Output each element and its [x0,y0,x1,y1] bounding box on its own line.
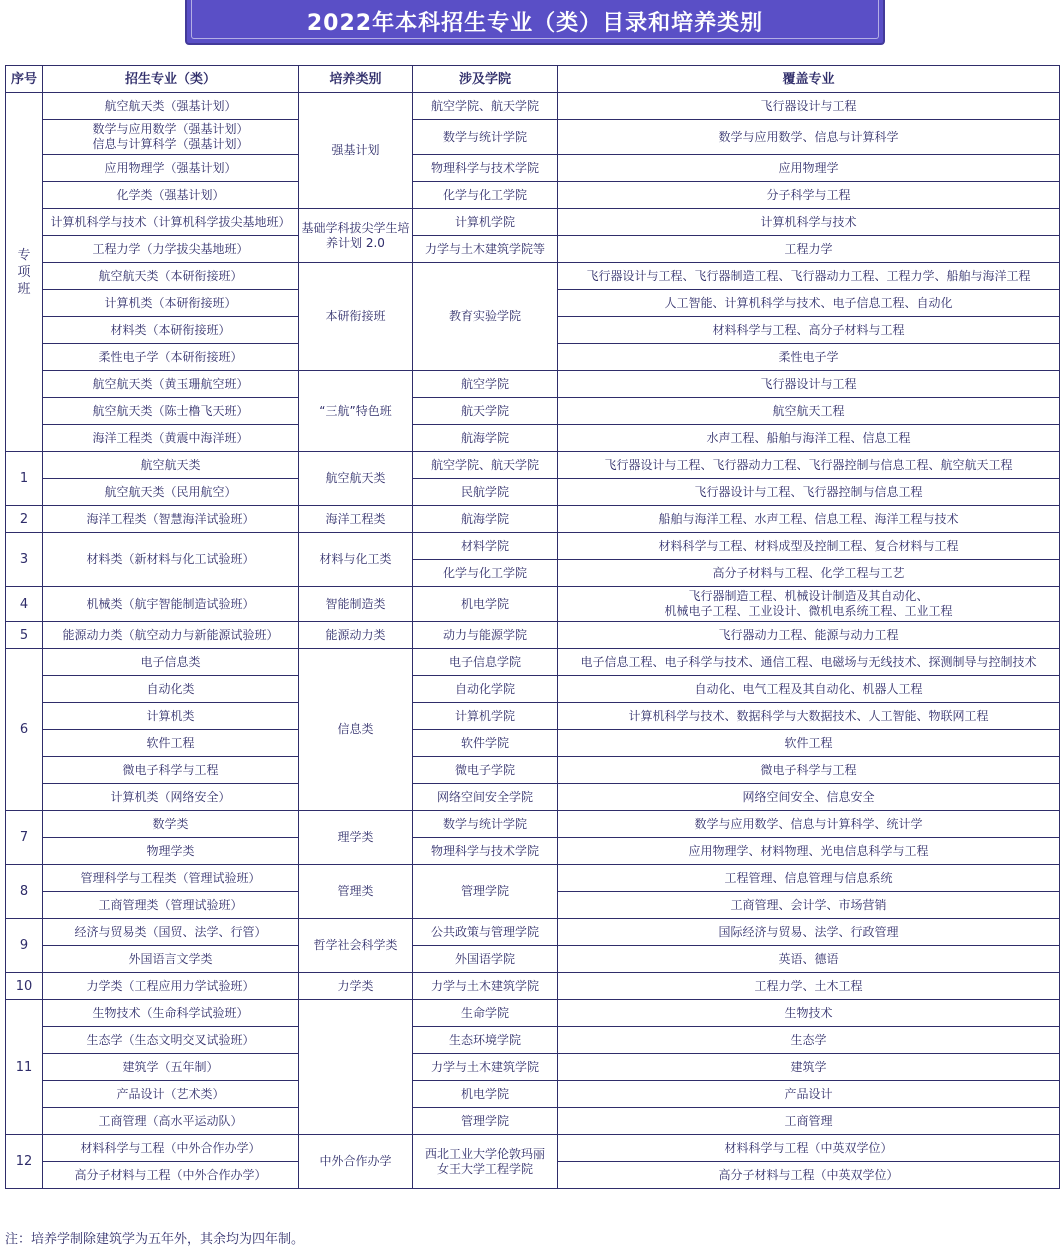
college-cell: 航天学院 [413,398,558,425]
table-row [6,865,1060,892]
group-index: 专项班 [6,93,43,452]
college-cell: 教育实验学院 [413,263,558,371]
table-row [6,452,1060,479]
college-cell: 化学与化工学院 [413,560,558,587]
college-cell: 动力与能源学院 [413,622,558,649]
coverage-cell: 分子科学与工程 [558,182,1060,209]
major-cell: 航空航天类（本研衔接班） [43,263,299,290]
table-row [6,398,1060,425]
college-cell: 生态环境学院 [413,1027,558,1054]
college-cell: 网络空间安全学院 [413,784,558,811]
type-cell: “三航”特色班 [299,371,413,452]
table-row [6,1081,1060,1108]
college-cell: 航空学院 [413,371,558,398]
coverage-cell: 飞行器设计与工程、飞行器制造工程、飞行器动力工程、工程力学、船舶与海洋工程 [558,263,1060,290]
major-cell: 生物技术（生命科学试验班） [43,1000,299,1027]
table-row [6,1054,1060,1081]
major-cell: 数学类 [43,811,299,838]
major-cell: 产品设计（艺术类） [43,1081,299,1108]
college-cell: 外国语学院 [413,946,558,973]
table-row [6,533,1060,560]
coverage-cell: 应用物理学、材料物理、光电信息科学与工程 [558,838,1060,865]
table-row [6,506,1060,533]
college-cell: 电子信息学院 [413,649,558,676]
college-cell: 物理科学与技术学院 [413,155,558,182]
type-cell: 理学类 [299,811,413,865]
footnote: 注：培养学制除建筑学为五年外，其余均为四年制。 [5,1232,305,1247]
table-row [6,236,1060,263]
group-index: 6 [6,649,43,811]
major-cell: 生态学（生态文明交叉试验班） [43,1027,299,1054]
coverage-cell: 应用物理学 [558,155,1060,182]
major-cell: 微电子科学与工程 [43,757,299,784]
table-row [6,1135,1060,1162]
table-row [6,93,1060,120]
major-cell: 电子信息类 [43,649,299,676]
college-cell: 管理学院 [413,865,558,919]
major-cell: 机械类（航宇智能制造试验班） [43,587,299,622]
college-cell: 数学与统计学院 [413,120,558,155]
coverage-cell: 材料科学与工程、材料成型及控制工程、复合材料与工程 [558,533,1060,560]
college-cell: 材料学院 [413,533,558,560]
college-cell: 力学与土木建筑学院等 [413,236,558,263]
table-row [6,1000,1060,1027]
table-row [6,973,1060,1000]
type-cell: 本研衔接班 [299,263,413,371]
type-cell: 力学类 [299,973,413,1000]
major-cell: 航空航天类（民用航空） [43,479,299,506]
group-index: 10 [6,973,43,1000]
major-cell: 自动化类 [43,676,299,703]
table-row [6,1108,1060,1135]
major-cell: 工程力学（力学拔尖基地班） [43,236,299,263]
coverage-cell: 产品设计 [558,1081,1060,1108]
college-cell: 航海学院 [413,425,558,452]
major-cell: 航空航天类（陈士橹飞天班） [43,398,299,425]
group-index: 12 [6,1135,43,1189]
type-cell: 强基计划 [299,93,413,209]
group-index: 11 [6,1000,43,1135]
type-cell: 管理类 [299,865,413,919]
table-row [6,1027,1060,1054]
type-cell: 能源动力类 [299,622,413,649]
table-row [6,784,1060,811]
header-index: 序号 [6,66,43,93]
coverage-cell: 柔性电子学 [558,344,1060,371]
table-row [6,676,1060,703]
header-type: 培养类别 [299,66,413,93]
college-cell: 力学与土木建筑学院 [413,973,558,1000]
coverage-cell: 自动化、电气工程及其自动化、机器人工程 [558,676,1060,703]
college-cell: 公共政策与管理学院 [413,919,558,946]
coverage-cell: 飞行器设计与工程 [558,93,1060,120]
major-cell: 计算机类（本研衔接班） [43,290,299,317]
coverage-cell: 人工智能、计算机科学与技术、电子信息工程、自动化 [558,290,1060,317]
major-cell: 计算机类（网络安全） [43,784,299,811]
table-row [6,479,1060,506]
coverage-cell: 英语、德语 [558,946,1060,973]
college-cell: 西北工业大学伦敦玛丽女王大学工程学院 [413,1135,558,1189]
major-cell: 化学类（强基计划） [43,182,299,209]
major-cell: 航空航天类（黄玉珊航空班） [43,371,299,398]
group-index: 4 [6,587,43,622]
header-coverage: 覆盖专业 [558,66,1060,93]
table-row [6,587,1060,622]
major-cell: 能源动力类（航空动力与新能源试验班） [43,622,299,649]
major-cell: 经济与贸易类（国贸、法学、行管） [43,919,299,946]
coverage-cell: 水声工程、船舶与海洋工程、信息工程 [558,425,1060,452]
coverage-cell: 飞行器设计与工程 [558,371,1060,398]
table-row [6,703,1060,730]
college-cell: 机电学院 [413,1081,558,1108]
group-index: 8 [6,865,43,919]
coverage-cell: 工商管理 [558,1108,1060,1135]
coverage-cell: 工程力学、土木工程 [558,973,1060,1000]
college-cell: 自动化学院 [413,676,558,703]
major-cell: 力学类（工程应用力学试验班） [43,973,299,1000]
coverage-cell: 软件工程 [558,730,1060,757]
coverage-cell: 工商管理、会计学、市场营销 [558,892,1060,919]
table-row [6,263,1060,290]
major-cell: 建筑学（五年制） [43,1054,299,1081]
coverage-cell: 高分子材料与工程、化学工程与工艺 [558,560,1060,587]
major-cell: 工商管理类（管理试验班） [43,892,299,919]
major-cell: 计算机科学与技术（计算机科学拔尖基地班） [43,209,299,236]
title-banner [185,0,885,45]
group-index: 1 [6,452,43,506]
major-cell: 应用物理学（强基计划） [43,155,299,182]
major-cell: 柔性电子学（本研衔接班） [43,344,299,371]
major-cell: 工商管理（高水平运动队） [43,1108,299,1135]
coverage-cell: 工程管理、信息管理与信息系统 [558,865,1060,892]
college-cell: 软件学院 [413,730,558,757]
college-cell: 计算机学院 [413,209,558,236]
coverage-cell: 工程力学 [558,236,1060,263]
coverage-cell: 高分子材料与工程（中英双学位） [558,1162,1060,1189]
coverage-cell: 微电子科学与工程 [558,757,1060,784]
coverage-cell: 数学与应用数学、信息与计算科学、统计学 [558,811,1060,838]
coverage-cell: 生物技术 [558,1000,1060,1027]
page-title: 2022年本科招生专业（类）目录和培养类别 [306,11,764,36]
major-cell: 高分子材料与工程（中外合作办学） [43,1162,299,1189]
coverage-cell: 网络空间安全、信息安全 [558,784,1060,811]
coverage-cell: 航空航天工程 [558,398,1060,425]
table-row [6,622,1060,649]
college-cell: 物理科学与技术学院 [413,838,558,865]
major-cell: 海洋工程类（智慧海洋试验班） [43,506,299,533]
table-row [6,120,1060,155]
college-cell: 管理学院 [413,1108,558,1135]
catalog-table [5,65,1060,1189]
college-cell: 力学与土木建筑学院 [413,1054,558,1081]
major-cell: 材料科学与工程（中外合作办学） [43,1135,299,1162]
type-cell: 基础学科拔尖学生培养计划 2.0 [299,209,413,263]
college-cell: 微电子学院 [413,757,558,784]
college-cell: 航空学院、航天学院 [413,452,558,479]
coverage-cell: 国际经济与贸易、法学、行政管理 [558,919,1060,946]
major-cell: 材料类（新材料与化工试验班） [43,533,299,587]
coverage-cell: 计算机科学与技术、数据科学与大数据技术、人工智能、物联网工程 [558,703,1060,730]
type-cell: 海洋工程类 [299,506,413,533]
group-index: 9 [6,919,43,973]
major-cell: 航空航天类（强基计划） [43,93,299,120]
coverage-cell: 飞行器设计与工程、飞行器控制与信息工程 [558,479,1060,506]
table-row [6,757,1060,784]
coverage-cell: 材料科学与工程（中英双学位） [558,1135,1060,1162]
major-cell: 软件工程 [43,730,299,757]
table-row [6,838,1060,865]
type-cell: 信息类 [299,649,413,811]
major-cell: 物理学类 [43,838,299,865]
type-cell: 智能制造类 [299,587,413,622]
group-index: 2 [6,506,43,533]
type-cell: 中外合作办学 [299,1135,413,1189]
coverage-cell: 飞行器动力工程、能源与动力工程 [558,622,1060,649]
table-row [6,730,1060,757]
coverage-cell: 数学与应用数学、信息与计算科学 [558,120,1060,155]
table-row [6,919,1060,946]
major-cell: 外国语言文学类 [43,946,299,973]
college-cell: 民航学院 [413,479,558,506]
major-cell: 计算机类 [43,703,299,730]
major-cell: 海洋工程类（黄震中海洋班） [43,425,299,452]
college-cell: 生命学院 [413,1000,558,1027]
type-cell: 哲学社会科学类 [299,919,413,973]
major-cell: 航空航天类 [43,452,299,479]
college-cell: 计算机学院 [413,703,558,730]
coverage-cell: 计算机科学与技术 [558,209,1060,236]
coverage-cell: 飞行器制造工程、机械设计制造及其自动化、 机械电子工程、工业设计、微机电系统工程、工业工程 [558,587,1060,622]
major-cell: 数学与应用数学（强基计划） 信息与计算科学（强基计划） [43,120,299,155]
table-row [6,811,1060,838]
table-row [6,209,1060,236]
table-row [6,946,1060,973]
group-index: 5 [6,622,43,649]
table-header-row [6,66,1060,93]
college-cell: 化学与化工学院 [413,182,558,209]
type-cell [299,1000,413,1135]
major-cell: 材料类（本研衔接班） [43,317,299,344]
table-row [6,155,1060,182]
table-row [6,371,1060,398]
coverage-cell: 飞行器设计与工程、飞行器动力工程、飞行器控制与信息工程、航空航天工程 [558,452,1060,479]
coverage-cell: 电子信息工程、电子科学与技术、通信工程、电磁场与无线技术、探测制导与控制技术 [558,649,1060,676]
type-cell: 材料与化工类 [299,533,413,587]
group-index: 7 [6,811,43,865]
college-cell: 机电学院 [413,587,558,622]
table-row [6,425,1060,452]
major-cell: 管理科学与工程类（管理试验班） [43,865,299,892]
table-row [6,182,1060,209]
college-cell: 航海学院 [413,506,558,533]
college-cell: 航空学院、航天学院 [413,93,558,120]
table-row [6,649,1060,676]
college-cell: 数学与统计学院 [413,811,558,838]
header-college: 涉及学院 [413,66,558,93]
type-cell: 航空航天类 [299,452,413,506]
coverage-cell: 船舶与海洋工程、水声工程、信息工程、海洋工程与技术 [558,506,1060,533]
coverage-cell: 材料科学与工程、高分子材料与工程 [558,317,1060,344]
header-major: 招生专业（类） [43,66,299,93]
group-index: 3 [6,533,43,587]
coverage-cell: 建筑学 [558,1054,1060,1081]
coverage-cell: 生态学 [558,1027,1060,1054]
